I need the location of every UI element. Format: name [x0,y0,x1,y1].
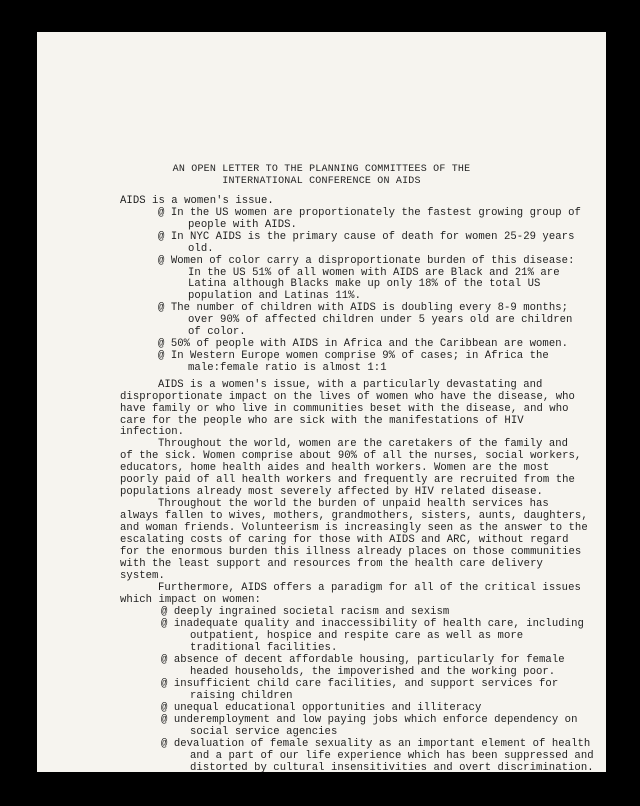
issue-line: @ insufficient child care facilities, and support services for [161,678,559,690]
paragraph-line: care for the people who are sick with the manifestations of HIV [120,415,524,427]
intro-line: AIDS is a women's issue. [120,195,274,207]
fact-line: @ The number of children with AIDS is doubling every 8-9 months; [158,302,569,314]
paragraph-line: Furthermore, AIDS offers a paradigm for all of the critical issues [158,582,581,594]
paragraph-line: for the enormous burden this illness already places on those communities [120,546,582,558]
paragraph-line: and woman friends. Volunteerism is increasingly seen as the answer to the [120,522,588,534]
fact-line: @ In NYC AIDS is the primary cause of death for women 25-29 years [158,231,575,243]
issue-line: @ inadequate quality and inaccessibility of health care, including [161,618,584,630]
fact-line: @ In Western Europe women comprise 9% of cases; in Africa the [158,350,549,362]
paragraph-line: poorly paid of all health workers and frequently are recruited from the [120,474,575,486]
paragraph-line: have family or who live in communities beset with the disease, and who [120,403,569,415]
paragraph-line: of the sick. Women comprise about 90% of all the nurses, social workers, [120,450,582,462]
issue-line: @ absence of decent affordable housing, particularly for female [161,654,565,666]
issue-line: raising children [190,690,293,702]
paragraph-line: Throughout the world, women are the caretakers of the family and [158,438,569,450]
fact-line: Latina although Blacks make up only 18% of the total US [188,278,541,290]
paragraph-line: which impact on women: [120,594,261,606]
issue-line: outpatient, hospice and respite care as well as more [190,630,524,642]
issue-line: @ underemployment and low paying jobs which enforce dependency on [161,714,578,726]
issue-line: social service agencies [190,726,338,738]
fact-line: people with AIDS. [188,219,297,231]
paragraph-line: AIDS is a women's issue, with a particularly devastating and [158,379,543,391]
fact-line: @ In the US women are proportionately the fastest growing group of [158,207,581,219]
fact-line: of color. [188,326,246,338]
paragraph-line: with the least support and resources from the health care delivery [120,558,543,570]
paragraph-line: system. [120,570,165,582]
letter-title-line-1: AN OPEN LETTER TO THE PLANNING COMMITTEES OF THE [172,164,471,175]
paragraph-line: always fallen to wives, mothers, grandmothers, sisters, aunts, daughters, [120,510,588,522]
issue-line: headed households, the impoverished and the working poor. [190,666,556,678]
fact-line: old. [188,243,214,255]
letter-title-line-2: INTERNATIONAL CONFERENCE ON AIDS [222,176,421,187]
issue-line: distorted by cultural insensitivities and overt discrimination. [190,762,594,772]
letter-page [37,32,606,772]
fact-line: @ 50% of people with AIDS in Africa and the Caribbean are women. [158,338,569,350]
fact-line: over 90% of affected children under 5 years old are children [188,314,573,326]
issue-line: traditional facilities. [190,642,338,654]
letter-text [37,32,606,772]
paragraph-line: educators, home health aides and health workers. Women are the most [120,462,550,474]
issue-line: and a part of our life experience which has been suppressed and [190,750,594,762]
issue-line: @ deeply ingrained societal racism and sexism [161,606,450,618]
paragraph-line: infection. [120,426,185,438]
paragraph-line: disproportionate impact on the lives of women who have the disease, who [120,391,575,403]
paragraph-line: escalating costs of caring for those with AIDS and ARC, without regard [120,534,569,546]
fact-line: male:female ratio is almost 1:1 [188,362,387,374]
fact-line: population and Latinas 11%. [188,290,361,302]
issue-line: @ unequal educational opportunities and illiteracy [161,702,482,714]
issue-line: @ devaluation of female sexuality as an important element of health [161,738,591,750]
fact-line: In the US 51% of all women with AIDS are Black and 21% are [188,267,560,279]
fact-line: @ Women of color carry a disproportionate burden of this disease: [158,255,575,267]
paragraph-line: populations already most severely affected by HIV related disease. [120,486,543,498]
paragraph-line: Throughout the world the burden of unpaid health services has [158,498,549,510]
